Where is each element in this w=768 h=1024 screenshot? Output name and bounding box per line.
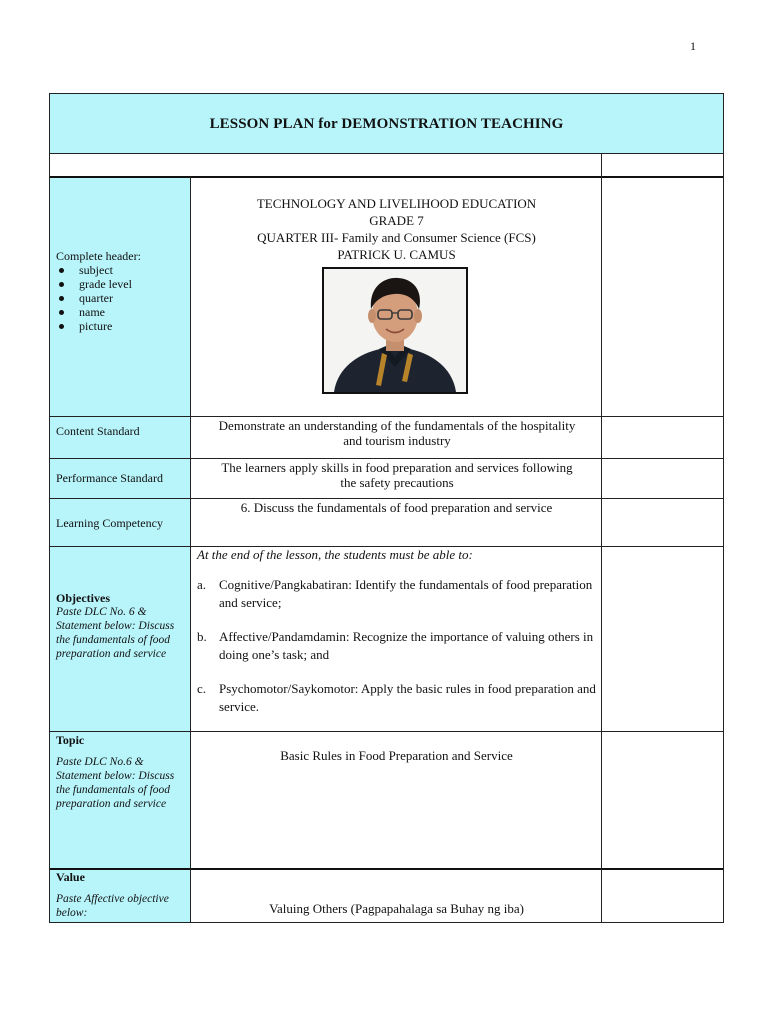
rule-header-bottom xyxy=(49,416,724,417)
rule-bottom xyxy=(49,922,724,923)
rule-col-2 xyxy=(601,153,602,923)
value-text: Valuing Others (Pagpapahalaga sa Buhay ng iba) xyxy=(269,901,524,916)
teacher-photo xyxy=(322,267,468,394)
performance-standard-label: Performance Standard xyxy=(56,471,163,485)
content-standard-label: Content Standard xyxy=(56,424,140,438)
objective-item xyxy=(197,628,597,664)
list-item: subject xyxy=(56,263,141,277)
objective-marker: b. xyxy=(197,629,207,644)
topic-note: Paste DLC No.6 & Statement below: Discuss the fundamentals of food preparation and service xyxy=(56,756,175,810)
header-requirements-list xyxy=(56,263,141,333)
rule-objectives-bottom xyxy=(49,731,724,732)
list-item: name xyxy=(56,305,141,319)
rule-left xyxy=(49,93,50,923)
learning-competency-label: Learning Competency xyxy=(56,516,163,530)
rule-performance-bottom xyxy=(49,498,724,499)
rule-header-top xyxy=(49,176,724,178)
header-label: Complete header: xyxy=(56,249,141,263)
objective-marker: a. xyxy=(197,577,207,592)
value-label: Value xyxy=(56,870,85,884)
subject-text: TECHNOLOGY AND LIVELIHOOD EDUCATION xyxy=(256,196,537,211)
portrait-illustration xyxy=(324,269,466,392)
document-title: LESSON PLAN for DEMONSTRATION TEACHING xyxy=(209,115,564,132)
objective-text: Cognitive/Pangkabatiran: Identify the fundamentals of food preparation and service; xyxy=(219,577,593,610)
objective-marker: c. xyxy=(197,681,207,696)
performance-standard-text: The learners apply skills in food preparation and services following the safety precautions xyxy=(221,460,573,490)
value-label-block xyxy=(56,870,184,922)
rule-col-1 xyxy=(190,176,191,923)
objectives-label-block xyxy=(56,591,184,661)
topic-text: Basic Rules in Food Preparation and Service xyxy=(280,748,513,763)
rule-content-bottom xyxy=(49,458,724,459)
objective-text: Affective/Pandamdamin: Recognize the importance of valuing others in doing one’s task; and xyxy=(219,629,594,662)
objectives-intro: At the end of the lesson, the students must be able to: xyxy=(197,547,473,562)
header-label-block xyxy=(56,249,141,333)
header-info xyxy=(191,195,602,263)
grade-text: GRADE 7 xyxy=(369,213,424,228)
list-item: quarter xyxy=(56,291,141,305)
objective-item xyxy=(197,680,597,716)
rule-right xyxy=(723,93,724,923)
learning-competency-text: 6. Discuss the fundamentals of food preparation and service xyxy=(240,500,553,515)
quarter-text: QUARTER III- Family and Consumer Science (FCS) xyxy=(257,230,536,245)
value-note: Paste Affective objective below: xyxy=(56,893,169,919)
objectives-note: Paste DLC No. 6 & Statement below: Discuss the fundamentals of food preparation and service xyxy=(56,606,175,660)
list-item: grade level xyxy=(56,277,141,291)
page-number: 1 xyxy=(690,39,696,53)
objective-item xyxy=(197,576,597,612)
content-standard-text: Demonstrate an understanding of the fundamentals of the hospitality and tourism industry xyxy=(218,418,576,448)
teacher-name: PATRICK U. CAMUS xyxy=(337,247,456,262)
topic-label: Topic xyxy=(56,733,85,747)
objective-text: Psychomotor/Saykomotor: Apply the basic rules in food preparation and service. xyxy=(219,681,596,714)
objectives-label: Objectives xyxy=(56,591,110,605)
topic-label-block xyxy=(56,733,184,811)
list-item: picture xyxy=(56,319,141,333)
